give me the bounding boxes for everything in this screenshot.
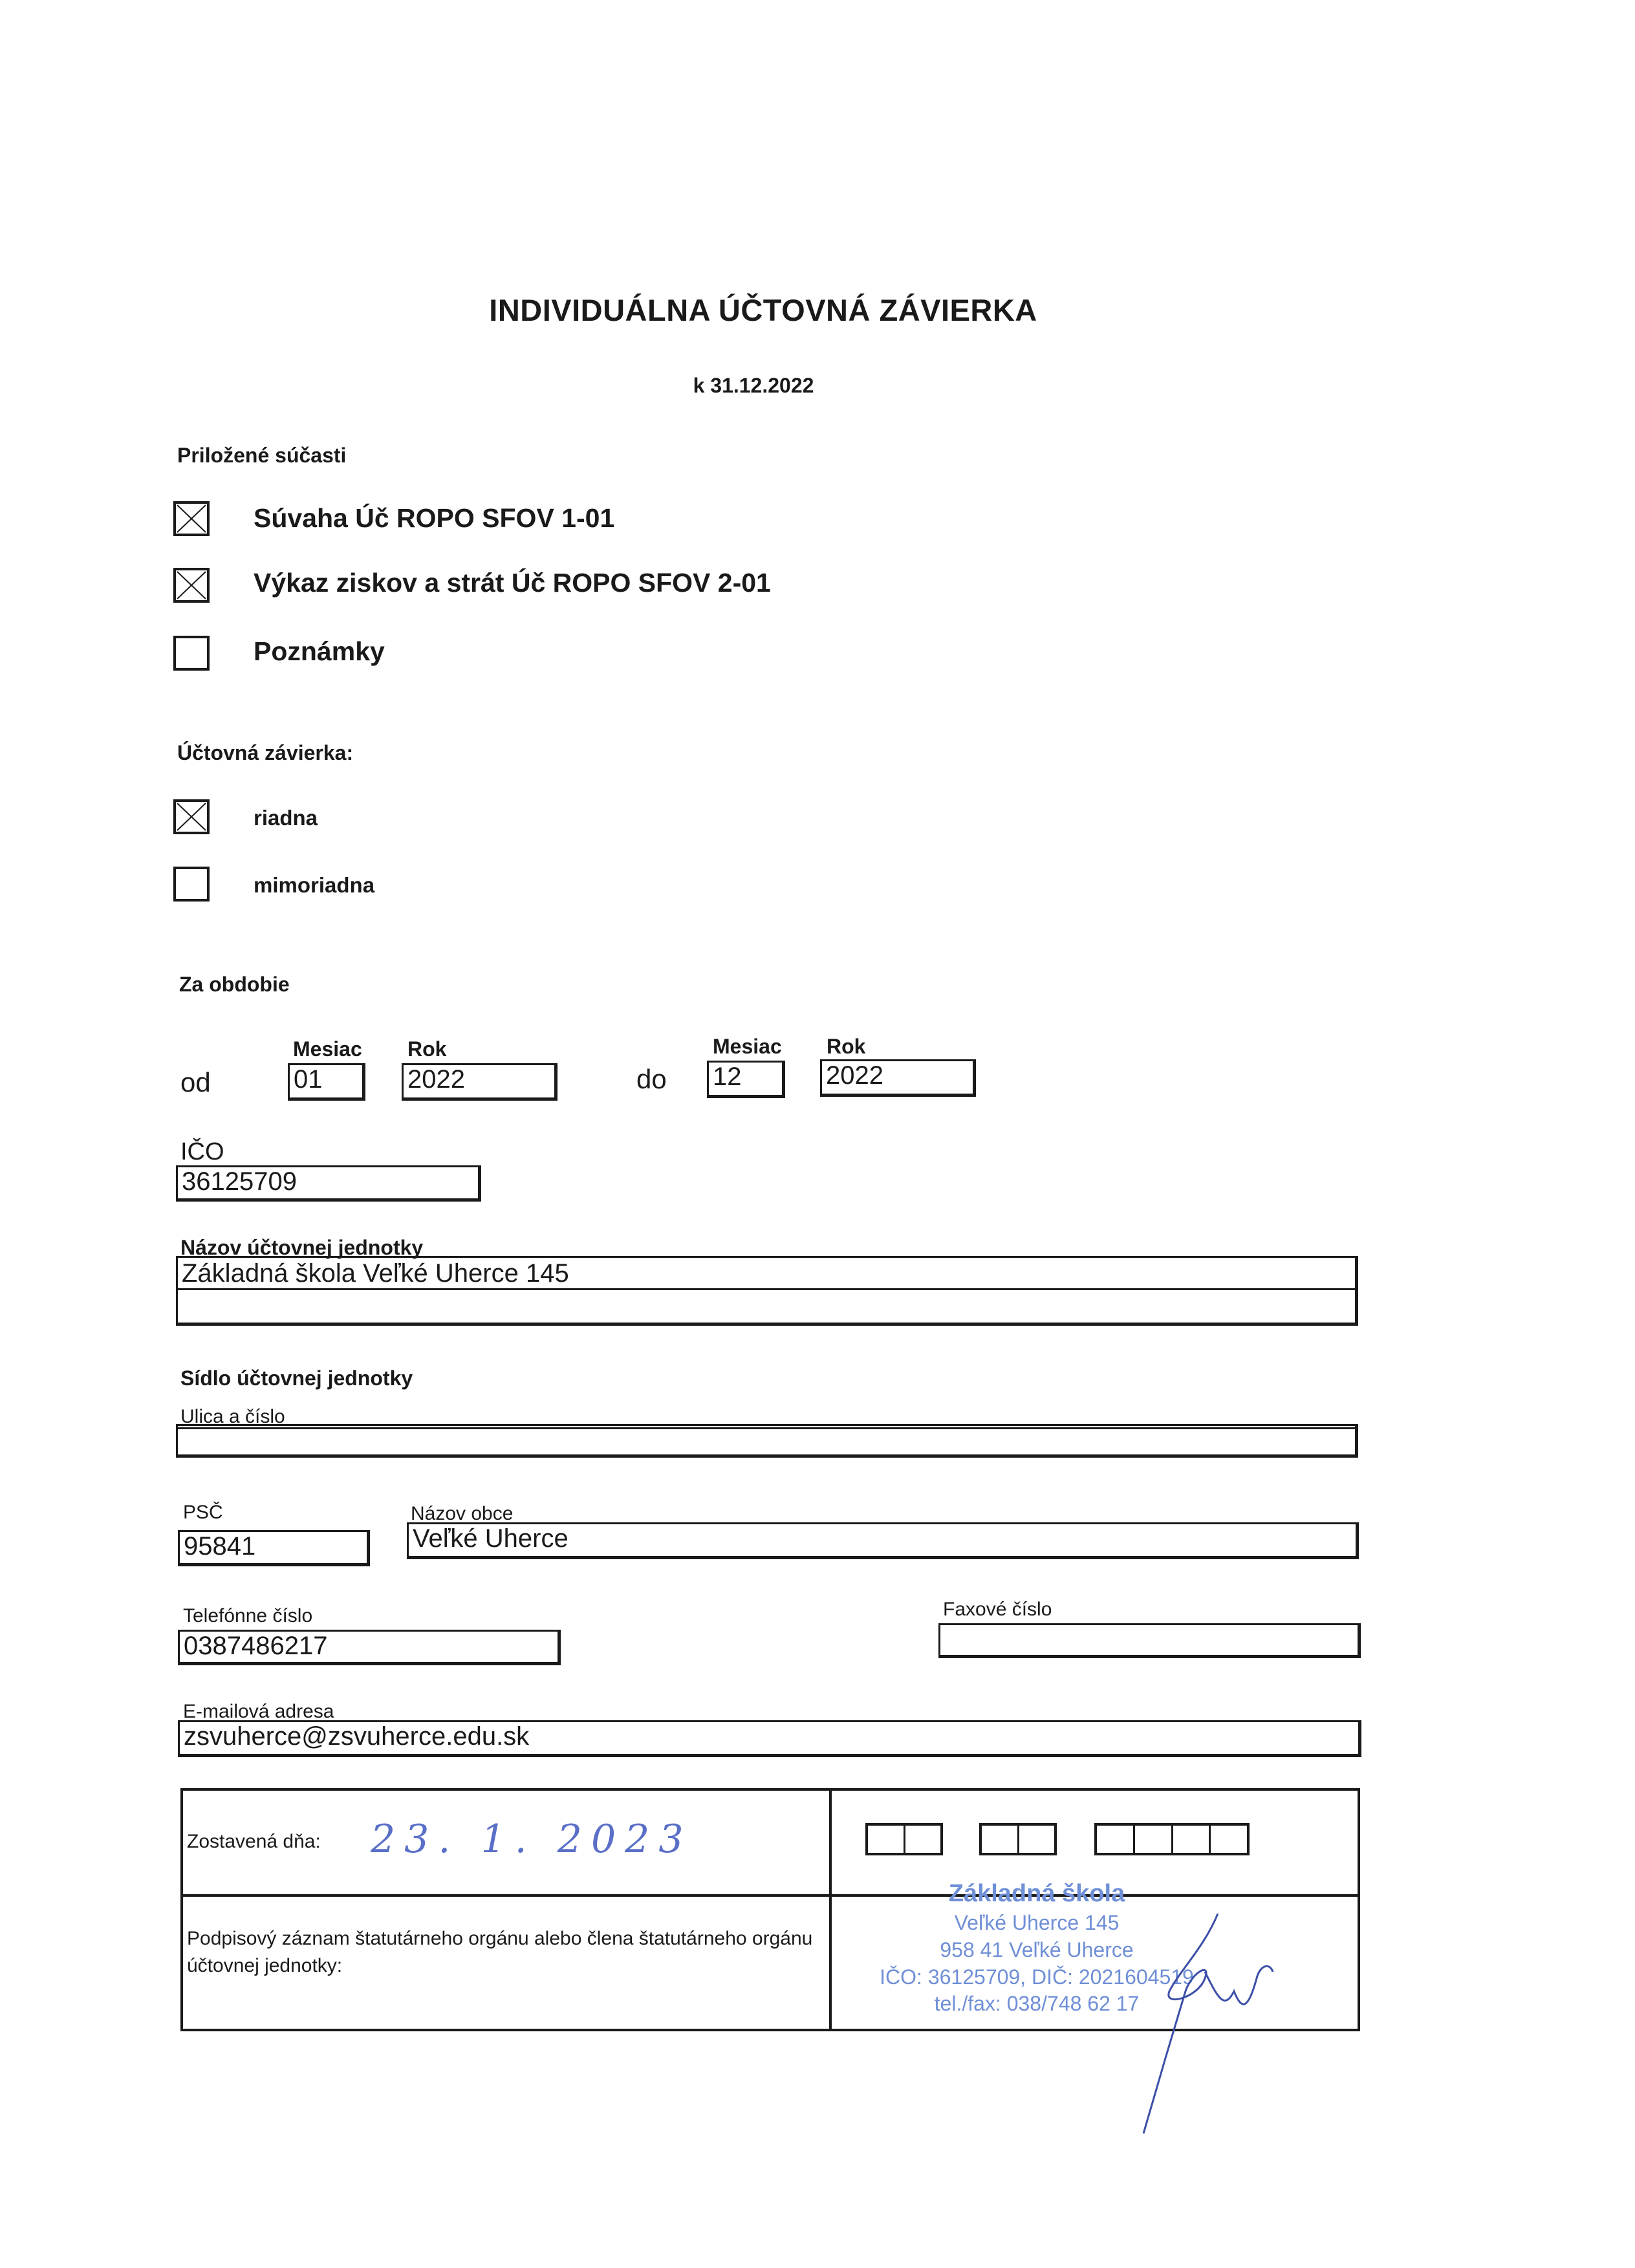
from-month-label: Mesiac	[293, 1037, 362, 1061]
ico-field[interactable]: 36125709	[176, 1165, 481, 1202]
closing-type-heading: Účtovná závierka:	[177, 741, 354, 764]
psc-label: PSČ	[183, 1502, 223, 1523]
signature-table	[180, 1788, 1360, 2031]
town-field[interactable]: Veľké Uherce	[407, 1522, 1359, 1559]
checkbox-vykaz[interactable]	[173, 568, 210, 603]
date-line: k 31.12.2022	[693, 374, 814, 397]
attachments-heading: Priložené súčasti	[177, 444, 347, 467]
fax-label: Faxové číslo	[943, 1599, 1052, 1620]
checkbox-poznamky[interactable]	[173, 636, 210, 671]
to-year-field[interactable]: 2022	[820, 1059, 976, 1097]
entity-name-line1[interactable]: Základná škola Veľké Uherce 145	[178, 1258, 1355, 1290]
handwritten-signature-icon	[1108, 1901, 1289, 2133]
compiled-date-handwritten: 23. 1. 2023	[371, 1817, 693, 1862]
fax-field[interactable]	[938, 1623, 1361, 1658]
phone-field[interactable]: 0387486217	[178, 1630, 561, 1665]
checkbox-riadna[interactable]	[173, 799, 210, 834]
checkmark-x-icon	[176, 504, 207, 534]
closing-label-riadna: riadna	[254, 806, 318, 830]
ico-label: IČO	[180, 1138, 224, 1165]
compiled-label: Zostavená dňa:	[187, 1831, 321, 1852]
email-field[interactable]: zsvuherce@zsvuherce.edu.sk	[178, 1720, 1361, 1757]
date-day-boxes[interactable]	[865, 1823, 943, 1855]
date-year-boxes[interactable]	[1094, 1823, 1250, 1855]
seat-heading: Sídlo účtovnej jednotky	[180, 1366, 413, 1390]
to-label: do	[636, 1064, 667, 1094]
checkbox-mimoriadna[interactable]	[173, 867, 210, 902]
attachment-label-suvaha: Súvaha Úč ROPO SFOV 1-01	[254, 503, 615, 533]
period-heading: Za obdobie	[179, 973, 290, 996]
street-field[interactable]	[176, 1424, 1358, 1458]
attachment-label-poznamky: Poznámky	[254, 636, 385, 666]
checkbox-suvaha[interactable]	[173, 501, 210, 536]
street-label: Ulica a číslo	[180, 1406, 285, 1427]
stamp-line-1: Veľké Uherce 145	[954, 1911, 1120, 1935]
checkmark-x-icon	[176, 802, 207, 832]
email-label: E-mailová adresa	[183, 1701, 334, 1722]
entity-name-field[interactable]	[176, 1256, 1358, 1326]
table-vertical-divider	[829, 1791, 832, 2029]
stamp-line-3: IČO: 36125709, DIČ: 2021604519	[880, 1965, 1194, 1989]
to-year-label: Rok	[827, 1035, 866, 1058]
from-month-field[interactable]: 01	[288, 1063, 365, 1101]
signature-label: Podpisový záznam štatutárneho orgánu alebo člena štatutárneho orgánu účtovnej jednotky:	[187, 1928, 813, 1976]
phone-label: Telefónne číslo	[183, 1605, 313, 1626]
stamp-line-0: Základná škola	[948, 1880, 1125, 1907]
entity-name-label: Názov účtovnej jednotky	[180, 1236, 424, 1259]
stamp-line-4: tel./fax: 038/748 62 17	[934, 1992, 1140, 2016]
from-year-label: Rok	[407, 1037, 447, 1061]
closing-label-mimoriadna: mimoriadna	[254, 873, 375, 897]
from-label: od	[180, 1067, 211, 1097]
entity-name-line2[interactable]	[178, 1290, 1355, 1323]
attachment-label-vykaz: Výkaz ziskov a strát Úč ROPO SFOV 2-01	[254, 568, 771, 598]
checkmark-x-icon	[176, 570, 207, 600]
to-month-field[interactable]: 12	[707, 1061, 785, 1098]
stamp-line-2: 958 41 Veľké Uherce	[940, 1938, 1134, 1961]
to-month-label: Mesiac	[713, 1035, 782, 1058]
date-month-boxes[interactable]	[979, 1823, 1057, 1855]
psc-field[interactable]: 95841	[178, 1530, 370, 1566]
from-year-field[interactable]: 2022	[402, 1063, 558, 1101]
town-label: Názov obce	[411, 1503, 514, 1524]
document-title: INDIVIDUÁLNA ÚČTOVNÁ ZÁVIERKA	[489, 293, 1037, 327]
